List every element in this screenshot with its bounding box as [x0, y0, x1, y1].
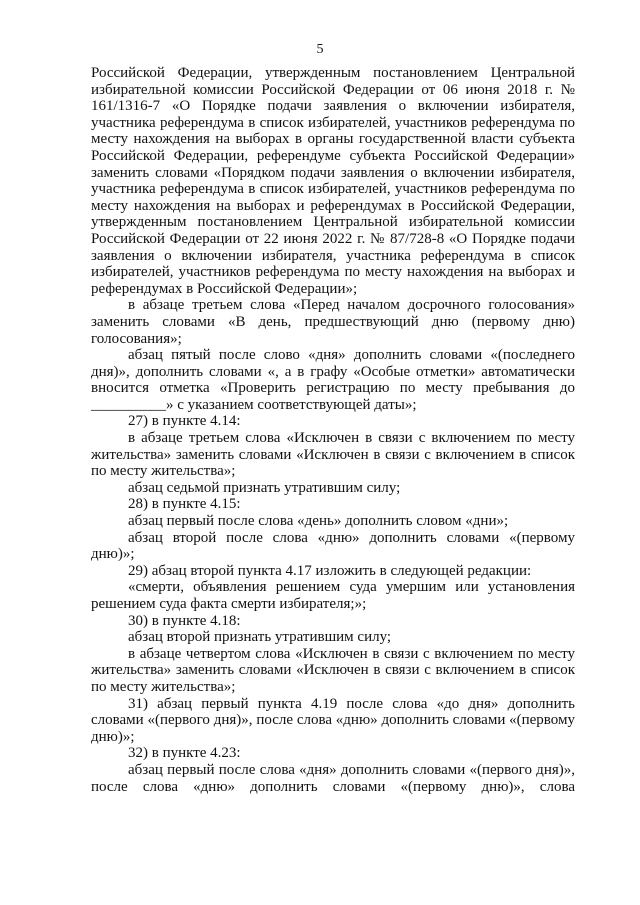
- paragraph-item-32: 32) в пункте 4.23:: [128, 745, 241, 762]
- paragraph-item-27: 27) в пункте 4.14:: [128, 413, 241, 430]
- paragraph: абзац первый после слова «дня» дополнить словами «(первого дня)», после слова «дню» дополнить словами «(первому дню)», слова: [91, 761, 575, 795]
- paragraph: в абзаце третьем слова «Исключен в связи с включением по месту жительства» заменить словами «Исключен в связи с включением в список по месту жительства»;: [91, 430, 575, 480]
- document-body: [91, 65, 575, 795]
- paragraph: в абзаце четвертом слова «Исключен в связи с включением по месту жительства» заменить словами «Исключен в связи с включением в список по месту жительства»;: [91, 645, 575, 695]
- page-number: 5: [316, 42, 324, 57]
- paragraph-continuation: Российской Федерации, утвержденным постановлением Центральной избирательной комиссии Российской Федерации от 06 июня 2018 г. № 161/1316-7 «О Порядке подачи заявления о включении избирателя, участника референдума в список избирателей, участников референдума по месту нахождения на выборах в органы государственной власти субъекта Российской Федерации, референдуме субъекта Российской Федерации» заменить словами «Порядком подачи заявления о включении избирателя, участника референдума в список избирателей, участников референдума по месту нахождения на выборах и референдумах в Российской Федерации, утвержденным постановлением Центральной избирательной комиссии Российской Федерации от 22 июня 2022 г. № 87/728-8 «О Порядке подачи заявления о включении избирателя, участника референдума в список избирателей, участников референдума по месту нахождения на выборах и референдумах в Российской Федерации»;: [91, 65, 575, 297]
- paragraph: абзац седьмой признать утратившим силу;: [128, 479, 401, 496]
- paragraph-item-30: 30) в пункте 4.18:: [128, 612, 241, 629]
- paragraph: «смерти, объявления решением суда умершим или установления решением суда факта смерти избирателя;»;: [91, 579, 575, 612]
- paragraph-item-28: 28) в пункте 4.15:: [128, 496, 241, 513]
- paragraph: в абзаце третьем слова «Перед началом досрочного голосования» заменить словами «В день, предшествующий дню (первому дню) голосования»;: [91, 297, 575, 347]
- paragraph: абзац первый после слова «день» дополнить словом «дни»;: [128, 513, 509, 530]
- paragraph-item-29: 29) абзац второй пункта 4.17 изложить в следующей редакции:: [128, 562, 532, 579]
- paragraph-item-31: 31) абзац первый пункта 4.19 после слова «до дня» дополнить словами «(первого дня)», после слова «дню» дополнить словами «(первому дню)»;: [91, 695, 575, 745]
- paragraph: абзац второй после слова «дню» дополнить словами «(первому дню)»;: [91, 529, 575, 563]
- paragraph: абзац второй признать утратившим силу;: [128, 629, 392, 646]
- paragraph: абзац пятый после слово «дня» дополнить словами «(последнего дня)», дополнить словами «, а в графу «Особые отметки» автоматически вносится отметка «Проверить регистрацию по месту пребывания до __________» с указанием соответствующей даты»;: [91, 347, 575, 413]
